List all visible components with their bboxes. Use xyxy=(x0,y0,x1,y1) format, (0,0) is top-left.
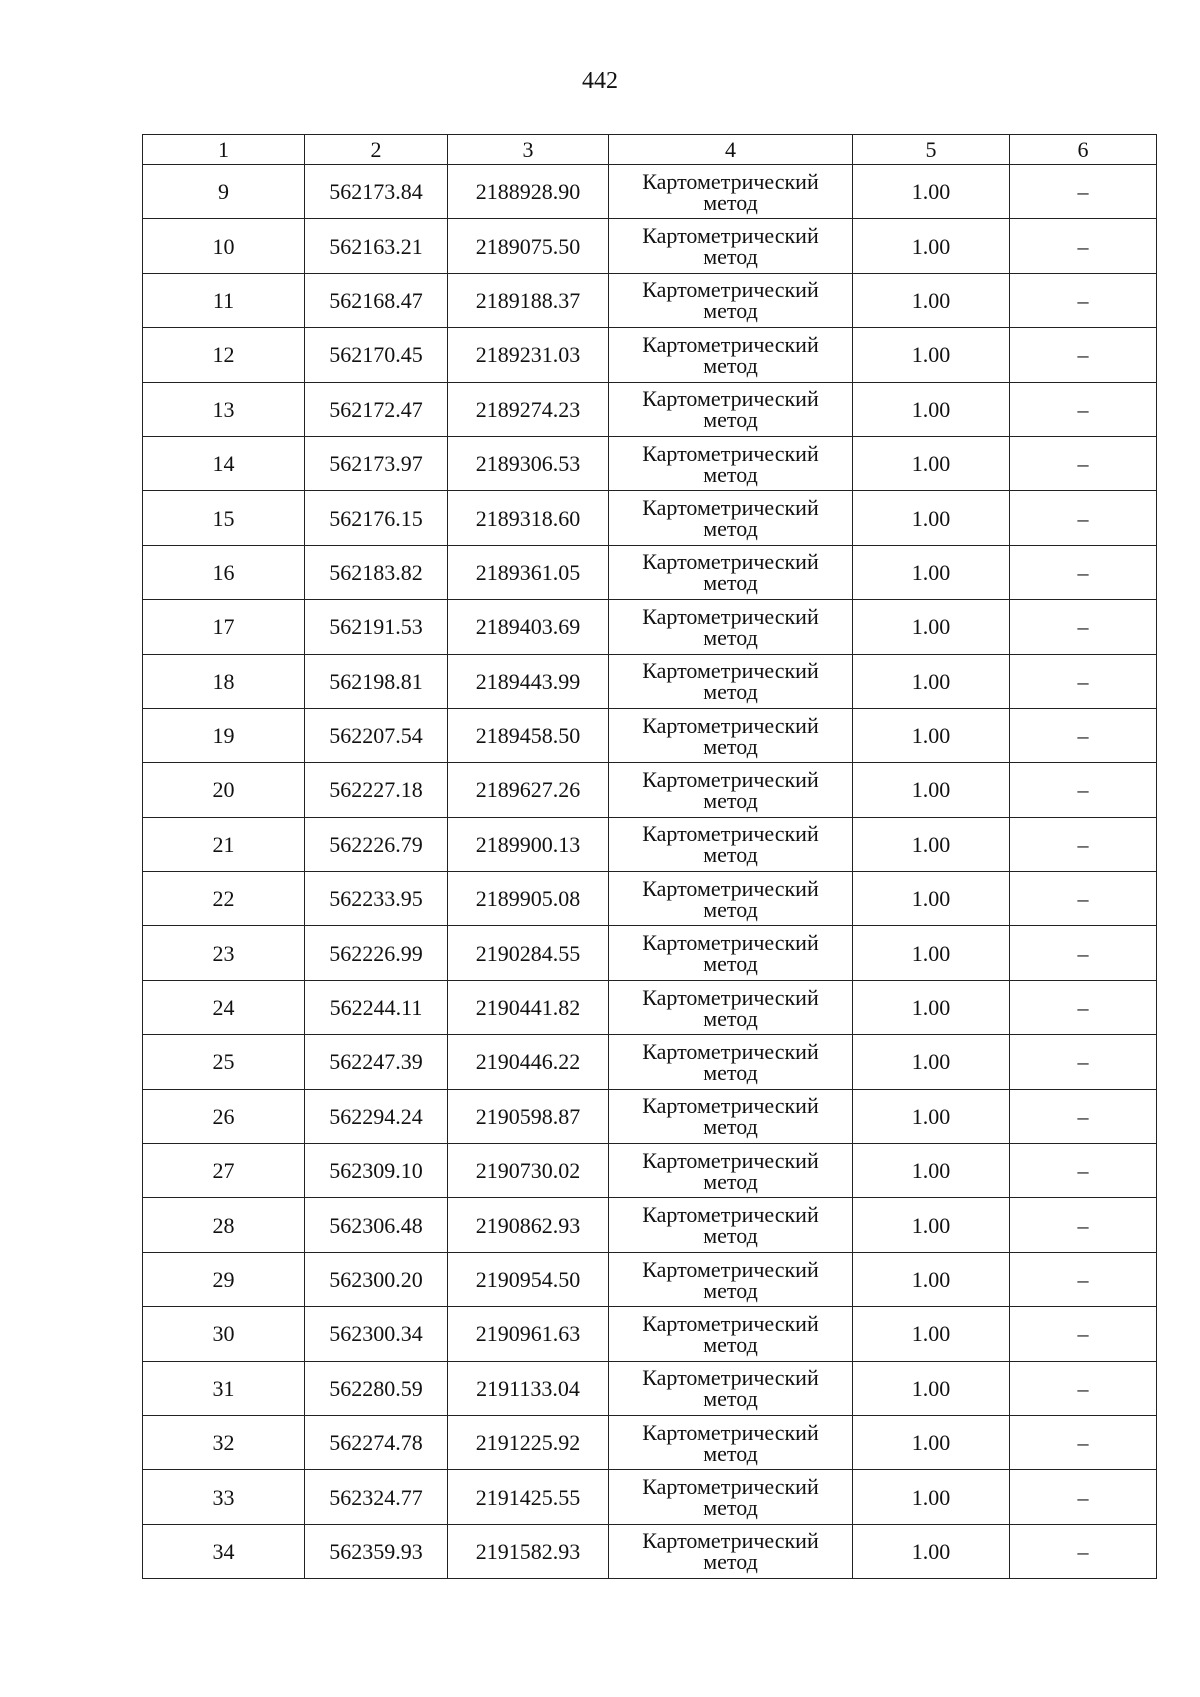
table-row xyxy=(143,382,1157,436)
x-coordinate-cell: 562191.53 xyxy=(305,600,448,654)
point-number-cell: 23 xyxy=(143,926,305,980)
note-cell: – xyxy=(1010,219,1157,273)
y-coordinate-cell: 2190961.63 xyxy=(448,1307,609,1361)
page-number: 442 xyxy=(582,68,618,94)
note-cell: – xyxy=(1010,491,1157,545)
method-line-2: метод xyxy=(703,189,758,215)
note-cell: – xyxy=(1010,1361,1157,1415)
point-number-cell: 27 xyxy=(143,1144,305,1198)
method-cell xyxy=(609,1415,853,1469)
y-coordinate-cell: 2190862.93 xyxy=(448,1198,609,1252)
accuracy-cell: 1.00 xyxy=(853,654,1010,708)
x-coordinate-cell: 562172.47 xyxy=(305,382,448,436)
x-coordinate-cell: 562198.81 xyxy=(305,654,448,708)
table-row xyxy=(143,1198,1157,1252)
method-line-1: Картометрический xyxy=(642,1474,819,1500)
point-number-cell: 28 xyxy=(143,1198,305,1252)
method-line-1: Картометрический xyxy=(642,1310,819,1336)
table-row xyxy=(143,491,1157,545)
x-coordinate-cell: 562274.78 xyxy=(305,1415,448,1469)
method-line-1: Картометрический xyxy=(642,766,819,792)
method-cell xyxy=(609,1089,853,1143)
method-cell xyxy=(609,817,853,871)
method-cell xyxy=(609,872,853,926)
table-row xyxy=(143,763,1157,817)
method-line-2: метод xyxy=(703,896,758,922)
note-cell: – xyxy=(1010,1470,1157,1524)
x-coordinate-cell: 562247.39 xyxy=(305,1035,448,1089)
note-cell: – xyxy=(1010,273,1157,327)
point-number-cell: 11 xyxy=(143,273,305,327)
y-coordinate-cell: 2189905.08 xyxy=(448,872,609,926)
method-line-1: Картометрический xyxy=(642,549,819,575)
table-row xyxy=(143,219,1157,273)
note-cell: – xyxy=(1010,328,1157,382)
x-coordinate-cell: 562173.97 xyxy=(305,436,448,490)
note-cell: – xyxy=(1010,817,1157,871)
point-number-cell: 19 xyxy=(143,708,305,762)
point-number-cell: 21 xyxy=(143,817,305,871)
point-number-cell: 10 xyxy=(143,219,305,273)
y-coordinate-cell: 2190446.22 xyxy=(448,1035,609,1089)
point-number-cell: 25 xyxy=(143,1035,305,1089)
method-line-1: Картометрический xyxy=(642,1419,819,1445)
point-number-cell: 26 xyxy=(143,1089,305,1143)
point-number-cell: 13 xyxy=(143,382,305,436)
y-coordinate-cell: 2190730.02 xyxy=(448,1144,609,1198)
method-line-2: метод xyxy=(703,842,758,868)
table-row xyxy=(143,328,1157,382)
note-cell: – xyxy=(1010,1524,1157,1578)
accuracy-cell: 1.00 xyxy=(853,273,1010,327)
table-row xyxy=(143,1144,1157,1198)
method-line-2: метод xyxy=(703,624,758,650)
point-number-cell: 14 xyxy=(143,436,305,490)
y-coordinate-cell: 2190954.50 xyxy=(448,1252,609,1306)
column-header-2: 2 xyxy=(305,135,448,165)
accuracy-cell: 1.00 xyxy=(853,1470,1010,1524)
y-coordinate-cell: 2191582.93 xyxy=(448,1524,609,1578)
method-cell xyxy=(609,1470,853,1524)
y-coordinate-cell: 2190441.82 xyxy=(448,980,609,1034)
table-row xyxy=(143,1415,1157,1469)
accuracy-cell: 1.00 xyxy=(853,817,1010,871)
column-header-4: 4 xyxy=(609,135,853,165)
accuracy-cell: 1.00 xyxy=(853,165,1010,219)
table-row xyxy=(143,1524,1157,1578)
table-row xyxy=(143,817,1157,871)
table-row xyxy=(143,1089,1157,1143)
method-line-1: Картометрический xyxy=(642,1528,819,1554)
note-cell: – xyxy=(1010,1307,1157,1361)
method-cell xyxy=(609,1198,853,1252)
method-line-2: метод xyxy=(703,461,758,487)
method-line-2: метод xyxy=(703,733,758,759)
table-row xyxy=(143,872,1157,926)
y-coordinate-cell: 2191225.92 xyxy=(448,1415,609,1469)
method-line-2: метод xyxy=(703,1168,758,1194)
method-cell xyxy=(609,1307,853,1361)
method-cell xyxy=(609,1035,853,1089)
y-coordinate-cell: 2189627.26 xyxy=(448,763,609,817)
coordinates-table xyxy=(142,134,1157,1579)
method-line-2: метод xyxy=(703,1005,758,1031)
method-line-1: Картометрический xyxy=(642,712,819,738)
accuracy-cell: 1.00 xyxy=(853,1144,1010,1198)
column-header-5: 5 xyxy=(853,135,1010,165)
table-row xyxy=(143,980,1157,1034)
method-line-2: метод xyxy=(703,1114,758,1140)
y-coordinate-cell: 2190598.87 xyxy=(448,1089,609,1143)
table-row xyxy=(143,436,1157,490)
method-line-2: метод xyxy=(703,1495,758,1521)
y-coordinate-cell: 2189443.99 xyxy=(448,654,609,708)
point-number-cell: 24 xyxy=(143,980,305,1034)
note-cell: – xyxy=(1010,1198,1157,1252)
method-line-2: метод xyxy=(703,1331,758,1357)
method-line-2: метод xyxy=(703,570,758,596)
accuracy-cell: 1.00 xyxy=(853,1307,1010,1361)
accuracy-cell: 1.00 xyxy=(853,1252,1010,1306)
point-number-cell: 20 xyxy=(143,763,305,817)
y-coordinate-cell: 2191133.04 xyxy=(448,1361,609,1415)
method-line-1: Картометрический xyxy=(642,495,819,521)
method-cell xyxy=(609,382,853,436)
method-line-2: метод xyxy=(703,1059,758,1085)
note-cell: – xyxy=(1010,872,1157,926)
method-cell xyxy=(609,1524,853,1578)
method-line-1: Картометрический xyxy=(642,984,819,1010)
method-line-1: Картометрический xyxy=(642,658,819,684)
note-cell: – xyxy=(1010,436,1157,490)
accuracy-cell: 1.00 xyxy=(853,1035,1010,1089)
x-coordinate-cell: 562207.54 xyxy=(305,708,448,762)
accuracy-cell: 1.00 xyxy=(853,1089,1010,1143)
table-row xyxy=(143,165,1157,219)
x-coordinate-cell: 562163.21 xyxy=(305,219,448,273)
method-line-2: метод xyxy=(703,787,758,813)
table-row xyxy=(143,1307,1157,1361)
x-coordinate-cell: 562244.11 xyxy=(305,980,448,1034)
point-number-cell: 18 xyxy=(143,654,305,708)
y-coordinate-cell: 2189458.50 xyxy=(448,708,609,762)
y-coordinate-cell: 2189188.37 xyxy=(448,273,609,327)
method-cell xyxy=(609,491,853,545)
column-header-3: 3 xyxy=(448,135,609,165)
x-coordinate-cell: 562170.45 xyxy=(305,328,448,382)
method-line-1: Картометрический xyxy=(642,168,819,194)
table-row xyxy=(143,1252,1157,1306)
table-row xyxy=(143,1361,1157,1415)
accuracy-cell: 1.00 xyxy=(853,926,1010,980)
method-line-1: Картометрический xyxy=(642,331,819,357)
note-cell: – xyxy=(1010,763,1157,817)
method-line-1: Картометрический xyxy=(642,821,819,847)
method-cell xyxy=(609,328,853,382)
method-line-1: Картометрический xyxy=(642,1202,819,1228)
x-coordinate-cell: 562226.79 xyxy=(305,817,448,871)
accuracy-cell: 1.00 xyxy=(853,1524,1010,1578)
x-coordinate-cell: 562227.18 xyxy=(305,763,448,817)
method-cell xyxy=(609,708,853,762)
method-line-1: Картометрический xyxy=(642,1038,819,1064)
method-line-2: метод xyxy=(703,1223,758,1249)
method-line-1: Картометрический xyxy=(642,875,819,901)
table-row xyxy=(143,708,1157,762)
method-cell xyxy=(609,980,853,1034)
note-cell: – xyxy=(1010,1035,1157,1089)
method-line-2: метод xyxy=(703,516,758,542)
x-coordinate-cell: 562173.84 xyxy=(305,165,448,219)
method-line-2: метод xyxy=(703,244,758,270)
note-cell: – xyxy=(1010,600,1157,654)
y-coordinate-cell: 2189900.13 xyxy=(448,817,609,871)
x-coordinate-cell: 562300.34 xyxy=(305,1307,448,1361)
method-line-2: метод xyxy=(703,951,758,977)
accuracy-cell: 1.00 xyxy=(853,545,1010,599)
method-cell xyxy=(609,165,853,219)
point-number-cell: 9 xyxy=(143,165,305,219)
note-cell: – xyxy=(1010,980,1157,1034)
note-cell: – xyxy=(1010,926,1157,980)
x-coordinate-cell: 562294.24 xyxy=(305,1089,448,1143)
point-number-cell: 29 xyxy=(143,1252,305,1306)
method-cell xyxy=(609,219,853,273)
method-line-2: метод xyxy=(703,1440,758,1466)
note-cell: – xyxy=(1010,165,1157,219)
method-line-1: Картометрический xyxy=(642,277,819,303)
note-cell: – xyxy=(1010,708,1157,762)
y-coordinate-cell: 2190284.55 xyxy=(448,926,609,980)
x-coordinate-cell: 562300.20 xyxy=(305,1252,448,1306)
point-number-cell: 17 xyxy=(143,600,305,654)
accuracy-cell: 1.00 xyxy=(853,1198,1010,1252)
table-row xyxy=(143,545,1157,599)
y-coordinate-cell: 2188928.90 xyxy=(448,165,609,219)
method-line-1: Картометрический xyxy=(642,440,819,466)
method-line-2: метод xyxy=(703,352,758,378)
y-coordinate-cell: 2189403.69 xyxy=(448,600,609,654)
point-number-cell: 12 xyxy=(143,328,305,382)
x-coordinate-cell: 562309.10 xyxy=(305,1144,448,1198)
method-line-2: метод xyxy=(703,1277,758,1303)
accuracy-cell: 1.00 xyxy=(853,600,1010,654)
y-coordinate-cell: 2191425.55 xyxy=(448,1470,609,1524)
y-coordinate-cell: 2189075.50 xyxy=(448,219,609,273)
note-cell: – xyxy=(1010,545,1157,599)
accuracy-cell: 1.00 xyxy=(853,382,1010,436)
point-number-cell: 30 xyxy=(143,1307,305,1361)
y-coordinate-cell: 2189318.60 xyxy=(448,491,609,545)
y-coordinate-cell: 2189274.23 xyxy=(448,382,609,436)
table-body xyxy=(143,165,1157,1579)
x-coordinate-cell: 562324.77 xyxy=(305,1470,448,1524)
method-line-2: метод xyxy=(703,298,758,324)
accuracy-cell: 1.00 xyxy=(853,980,1010,1034)
y-coordinate-cell: 2189231.03 xyxy=(448,328,609,382)
method-cell xyxy=(609,545,853,599)
note-cell: – xyxy=(1010,1144,1157,1198)
method-cell xyxy=(609,926,853,980)
accuracy-cell: 1.00 xyxy=(853,1361,1010,1415)
point-number-cell: 33 xyxy=(143,1470,305,1524)
column-header-1: 1 xyxy=(143,135,305,165)
point-number-cell: 31 xyxy=(143,1361,305,1415)
accuracy-cell: 1.00 xyxy=(853,436,1010,490)
method-cell xyxy=(609,436,853,490)
x-coordinate-cell: 562280.59 xyxy=(305,1361,448,1415)
point-number-cell: 16 xyxy=(143,545,305,599)
accuracy-cell: 1.00 xyxy=(853,328,1010,382)
method-line-1: Картометрический xyxy=(642,1147,819,1173)
method-cell xyxy=(609,1361,853,1415)
x-coordinate-cell: 562168.47 xyxy=(305,273,448,327)
method-line-2: метод xyxy=(703,407,758,433)
column-header-6: 6 xyxy=(1010,135,1157,165)
accuracy-cell: 1.00 xyxy=(853,491,1010,545)
point-number-cell: 32 xyxy=(143,1415,305,1469)
method-line-1: Картометрический xyxy=(642,1365,819,1391)
note-cell: – xyxy=(1010,1252,1157,1306)
accuracy-cell: 1.00 xyxy=(853,1415,1010,1469)
table-header xyxy=(143,135,1157,165)
method-line-1: Картометрический xyxy=(642,603,819,629)
method-cell xyxy=(609,654,853,708)
x-coordinate-cell: 562226.99 xyxy=(305,926,448,980)
method-cell xyxy=(609,1144,853,1198)
accuracy-cell: 1.00 xyxy=(853,763,1010,817)
method-line-1: Картометрический xyxy=(642,1256,819,1282)
note-cell: – xyxy=(1010,1415,1157,1469)
point-number-cell: 34 xyxy=(143,1524,305,1578)
method-line-1: Картометрический xyxy=(642,930,819,956)
method-line-1: Картометрический xyxy=(642,1093,819,1119)
method-cell xyxy=(609,600,853,654)
table-row xyxy=(143,1470,1157,1524)
table-row xyxy=(143,654,1157,708)
method-line-2: метод xyxy=(703,1386,758,1412)
accuracy-cell: 1.00 xyxy=(853,872,1010,926)
method-cell xyxy=(609,273,853,327)
table-row xyxy=(143,926,1157,980)
method-line-1: Картометрический xyxy=(642,223,819,249)
point-number-cell: 15 xyxy=(143,491,305,545)
table-row xyxy=(143,600,1157,654)
table-row xyxy=(143,273,1157,327)
point-number-cell: 22 xyxy=(143,872,305,926)
method-cell xyxy=(609,763,853,817)
x-coordinate-cell: 562183.82 xyxy=(305,545,448,599)
x-coordinate-cell: 562359.93 xyxy=(305,1524,448,1578)
method-cell xyxy=(609,1252,853,1306)
table-row xyxy=(143,1035,1157,1089)
y-coordinate-cell: 2189361.05 xyxy=(448,545,609,599)
accuracy-cell: 1.00 xyxy=(853,708,1010,762)
x-coordinate-cell: 562233.95 xyxy=(305,872,448,926)
y-coordinate-cell: 2189306.53 xyxy=(448,436,609,490)
accuracy-cell: 1.00 xyxy=(853,219,1010,273)
header-row xyxy=(143,135,1157,165)
note-cell: – xyxy=(1010,382,1157,436)
x-coordinate-cell: 562176.15 xyxy=(305,491,448,545)
method-line-2: метод xyxy=(703,679,758,705)
note-cell: – xyxy=(1010,654,1157,708)
note-cell: – xyxy=(1010,1089,1157,1143)
x-coordinate-cell: 562306.48 xyxy=(305,1198,448,1252)
method-line-1: Картометрический xyxy=(642,386,819,412)
method-line-2: метод xyxy=(703,1549,758,1575)
